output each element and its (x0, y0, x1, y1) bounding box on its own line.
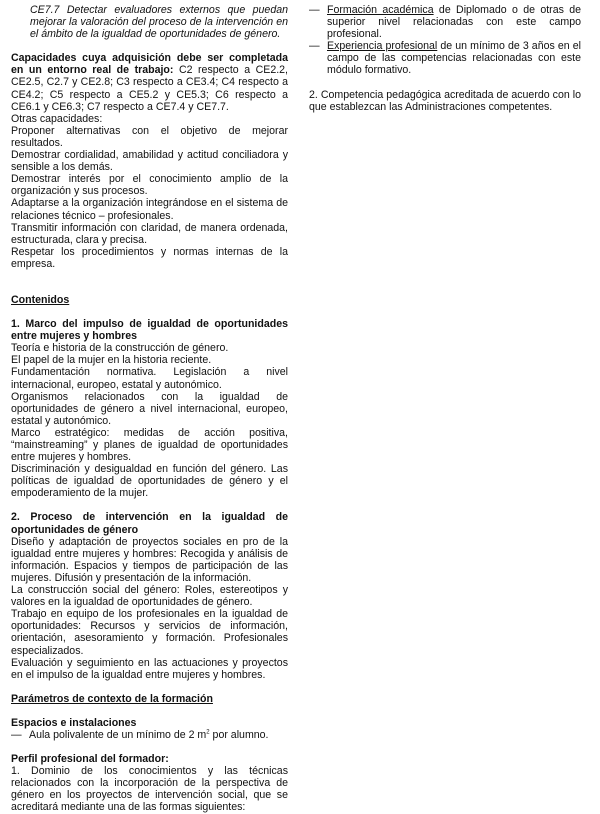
otras-capacidades-title: Otras capacidades: (11, 112, 103, 125)
parametros-heading: Parámetros de contexto de la formación (11, 692, 213, 705)
perfil-item-1: 1. Dominio de los conocimientos y las técnicas relacionados con la incorporación de la perspectiva de género en los proyectos de intervención social, que se acreditará mediante una de las formas siguientes: (11, 765, 288, 814)
dash-marker: — (11, 728, 22, 741)
experiencia-item (309, 40, 581, 76)
capacidades-paragraph (11, 52, 288, 112)
section1-item: Marco estratégico: medidas de acción positiva, “mainstreaming” y planes de igualdad de oportunidades entre mujeres y hombres. (11, 426, 288, 464)
otras-item: Demostrar interés por el conocimiento amplio de la organización y sus procesos. (11, 173, 288, 198)
formacion-label: Formación académica (327, 4, 434, 16)
otras-item: Transmitir información con claridad, de manera ordenada, estructurada, clara y precisa. (11, 221, 288, 246)
espacios-text: Aula polivalente de un mínimo de 2 m (29, 728, 207, 741)
section2-heading: 2. Proceso de intervención en la igualdad de oportunidades de género (11, 511, 288, 536)
section1-item: Organismos relacionados con la igualdad de oportunidades de género a nivel internacional, europeo, estatal y autonómico. (11, 390, 288, 427)
dash-marker: — (309, 40, 320, 53)
section1-item: Teoría e historia de la construcción de género. (11, 342, 229, 355)
espacios-heading: Espacios e instalaciones (11, 716, 137, 729)
espacios-tail: por alumno. (209, 728, 269, 741)
espacios-superscript: 2 (206, 729, 210, 736)
section2-item: La construcción social del género: Roles, estereotipos y valores en la igualdad de oportunidades de género. (11, 584, 288, 609)
section2-item: Evaluación y seguimiento en las actuaciones y proyectos en el impulso de la igualdad entre mujeres y hombres. (11, 656, 288, 681)
dash-marker: — (309, 4, 320, 16)
section1-heading: 1. Marco del impulso de igualdad de oportunidades entre mujeres y hombres (11, 318, 288, 343)
otras-item: Adaptarse a la organización integrándose en el sistema de relaciones técnico – profesionales. (11, 197, 288, 222)
otras-item: Respetar los procedimientos y normas internas de la empresa. (11, 245, 288, 270)
left-column (11, 4, 288, 814)
formacion-item (309, 4, 581, 40)
capacidades-text: C2 respecto a CE2.2, CE2.5, C2.7 y CE2.8; C3 respecto a CE3.4; C4 respecto a CE4.2; C5 respecto a CE5.2 y CE5.3; C6 respecto a CE6.1 y CE6.3; C7 respecto a CE7.4 y CE7.7. (11, 64, 288, 113)
section1-item: Fundamentación normativa. Legislación a nivel internacional, europeo, estatal y autonómico. (11, 366, 288, 391)
experiencia-label: Experiencia profesional (327, 40, 438, 53)
section2-item: Trabajo en equipo de los profesionales en la igualdad de oportunidades: Recursos y servicios de información, orientación, asesoramiento y formación. Profesionales especializados. (11, 608, 288, 657)
right-column (309, 4, 581, 113)
capacidades-heading: Capacidades cuya adquisición debe ser completada en un entorno real de trabajo: (11, 52, 288, 77)
experiencia-text: de un mínimo de 3 años en el campo de las competencias relacionadas con este módulo formativo. (327, 40, 581, 77)
section1-item: Discriminación y desigualdad en función del género. Las políticas de igualdad de oportunidades de género y el empoderamiento de la mujer. (11, 463, 288, 500)
ce77-criterion: CE7.7 Detectar evaluadores externos que puedan mejorar la valoración del proceso de la intervención en el ámbito de la igualdad de oportunidades de género. (30, 4, 288, 41)
section1-item: El papel de la mujer en la historia reciente. (11, 354, 212, 367)
espacios-item (11, 729, 288, 741)
contenidos-heading: Contenidos (11, 293, 70, 306)
perfil-heading: Perfil profesional del formador: (11, 753, 169, 766)
perfil-item-2: 2. Competencia pedagógica acreditada de acuerdo con lo que establezcan las Administraciones competentes. (309, 88, 581, 113)
otras-item: Demostrar cordialidad, amabilidad y actitud conciliadora y sensible a los demás. (11, 149, 288, 174)
formacion-text: de Diplomado o de otras de superior nivel relacionadas con este campo profesional. (327, 4, 581, 41)
section2-item: Diseño y adaptación de proyectos sociales en pro de la igualdad entre mujeres y hombres: Recogida y análisis de información. Espacios y tiempos de participación de las mujeres. Difusión y presentación de la información. (11, 535, 288, 584)
otras-item: Proponer alternativas con el objetivo de mejorar resultados. (11, 124, 288, 149)
